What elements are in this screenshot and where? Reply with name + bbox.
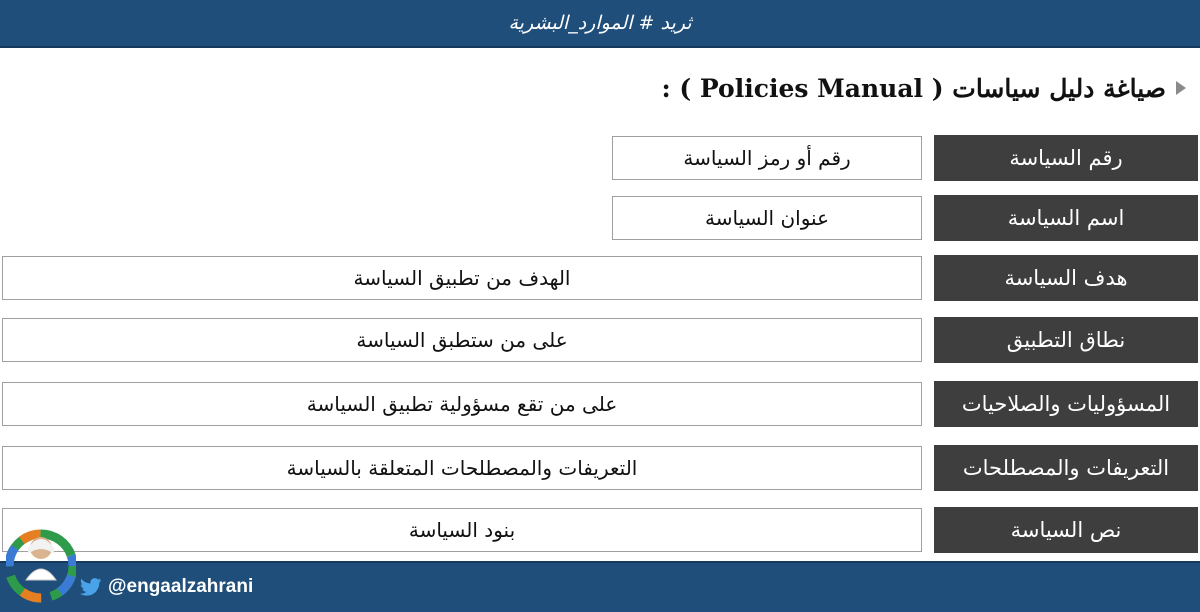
row-label: نطاق التطبيق: [934, 317, 1198, 363]
row-value: بنود السياسة: [2, 508, 922, 552]
policy-row: [0, 195, 1200, 241]
policy-row: [0, 381, 1200, 427]
row-value: التعريفات والمصطلحات المتعلقة بالسياسة: [2, 446, 922, 490]
row-label: رقم السياسة: [934, 135, 1198, 181]
header-bar: [0, 0, 1200, 48]
policy-row: [0, 255, 1200, 301]
row-value: رقم أو رمز السياسة: [612, 136, 922, 180]
bullet-arrow-icon: [1176, 81, 1186, 95]
row-value: الهدف من تطبيق السياسة: [2, 256, 922, 300]
row-value: على من تقع مسؤولية تطبيق السياسة: [2, 382, 922, 426]
footer-bar: [0, 561, 1200, 612]
row-label: التعريفات والمصطلحات: [934, 445, 1198, 491]
row-label: المسؤوليات والصلاحيات: [934, 381, 1198, 427]
row-value: عنوان السياسة: [612, 196, 922, 240]
header-title: ثريد # الموارد_البشرية: [508, 12, 692, 34]
row-label: نص السياسة: [934, 507, 1198, 553]
profile-logo: [6, 518, 76, 606]
page-title: صياغة دليل سياسات ( Policies Manual ) :: [661, 73, 1166, 103]
handle-text: @engaalzahrani: [108, 576, 254, 597]
row-label: اسم السياسة: [934, 195, 1198, 241]
policy-row: [0, 135, 1200, 181]
page-heading: [661, 68, 1186, 108]
policy-row: [0, 445, 1200, 491]
twitter-handle[interactable]: [80, 569, 253, 605]
policy-row: [0, 317, 1200, 363]
policy-row: [0, 507, 1200, 553]
row-value: على من ستطبق السياسة: [2, 318, 922, 362]
twitter-icon: [80, 578, 102, 596]
row-label: هدف السياسة: [934, 255, 1198, 301]
